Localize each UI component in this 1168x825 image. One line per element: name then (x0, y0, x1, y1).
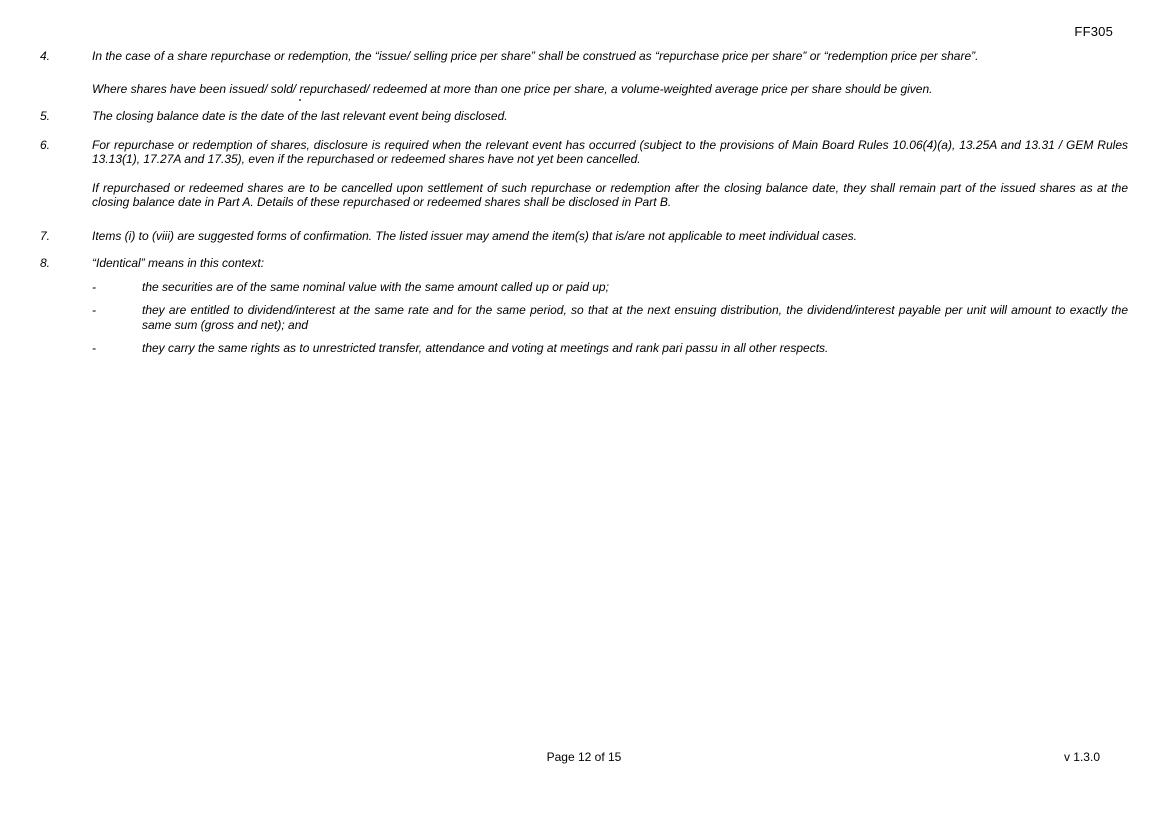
dash-marker: - (92, 341, 96, 355)
note-body (92, 256, 1128, 356)
note-body (92, 138, 1128, 229)
sub-item-text: they are entitled to dividend/interest at the same rate and for the same period, so that at the next ensuing distribution, the dividend/interest payable per unit will amount to exactly the same sum (gross and net); and (142, 303, 1128, 332)
note-number: 5. (40, 109, 51, 123)
note-body (92, 229, 1128, 257)
stray-dot-artifact (299, 99, 301, 101)
note-number: 8. (40, 256, 51, 270)
note-paragraph: In the case of a share repurchase or redemption, the “issue/ selling price per share” shall be construed as “repurchase price per share” or “redemption price per share”. (92, 49, 979, 63)
note-paragraph: Items (i) to (viii) are suggested forms of confirmation. The listed issuer may amend the item(s) that is/are not applicable to meet individual cases. (92, 228, 857, 243)
note-paragraph: The closing balance date is the date of the last relevant event being disclosed. (92, 109, 508, 123)
note-paragraph: Where shares have been issued/ sold/ repurchased/ redeemed at more than one price per share, a volume-weighted average price per share should be given. (92, 81, 933, 96)
note-sub-item (92, 280, 1128, 295)
note-item-5 (40, 109, 1128, 138)
note-body (92, 49, 1128, 109)
note-number: 4. (40, 49, 51, 63)
note-item-8 (40, 256, 1128, 356)
note-paragraph: If repurchased or redeemed shares are to be cancelled upon settlement of such repurchase or redemption after the closing balance date, they shall remain part of the issued shares as at the closing balance date in Part A. Details of these repurchased or redeemed shares shall be disclosed in Part B. (92, 180, 1128, 209)
sub-item-text: they carry the same rights as to unrestricted transfer, attendance and voting at meetings and rank pari passu in all other respects. (142, 341, 829, 355)
notes-section (40, 49, 1128, 356)
note-number: 7. (40, 228, 51, 243)
version-label: v 1.3.0 (1063, 750, 1100, 764)
note-sub-item (92, 303, 1128, 332)
note-paragraph: For repurchase or redemption of shares, disclosure is required when the relevant event has occurred (subject to the provisions of Main Board Rules 10.06(4)(a), 13.25A and 13.31 / GEM Rules 13.13(1), 17.27A and 17.35), even if the repurchased or redeemed shares have not yet been cancelled. (92, 137, 1128, 166)
note-paragraph: “Identical” means in this context: (92, 256, 265, 270)
note-item-6 (40, 138, 1128, 229)
note-sub-item (92, 341, 1128, 356)
note-body (92, 109, 1128, 138)
note-item-7 (40, 229, 1128, 257)
note-item-4 (40, 49, 1128, 109)
note-number: 6. (40, 137, 51, 152)
page-number: Page 12 of 15 (546, 750, 622, 764)
dash-marker: - (92, 303, 96, 317)
form-code: FF305 (1074, 24, 1113, 39)
dash-marker: - (92, 279, 96, 294)
sub-item-text: the securities are of the same nominal value with the same amount called up or paid up; (142, 279, 609, 294)
